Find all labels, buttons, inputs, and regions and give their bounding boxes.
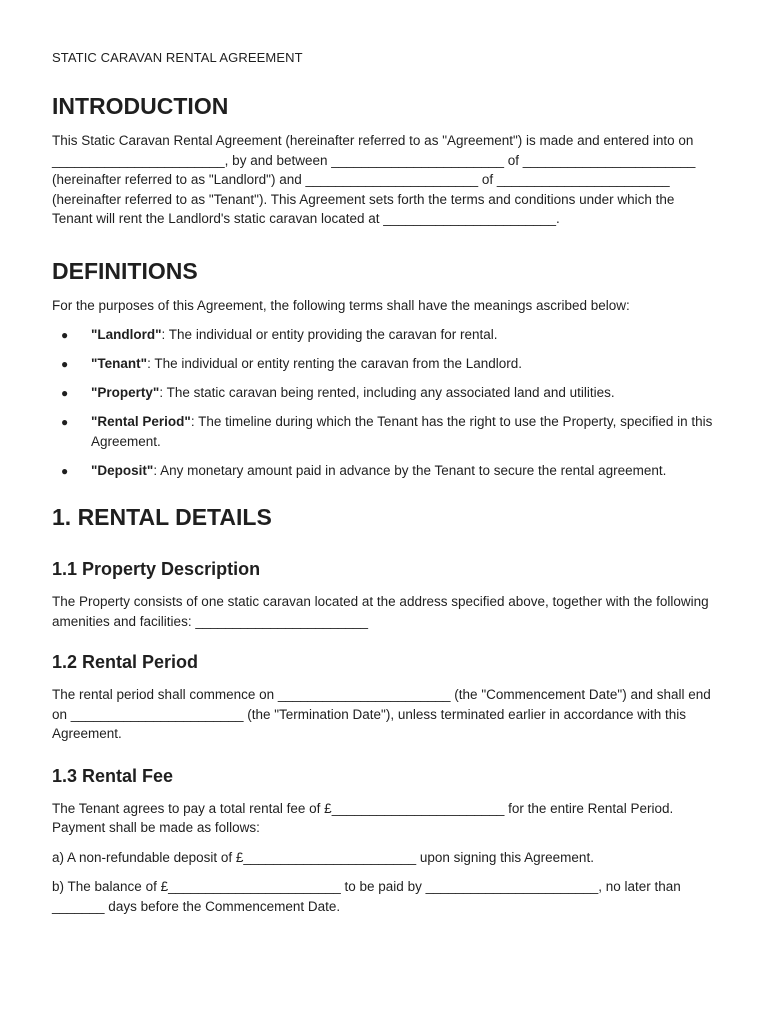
property-description-paragraph: The Property consists of one static caravan located at the address specified above, together with the following amenities and facilities: _______________________ bbox=[52, 594, 709, 629]
bullet-icon: ● bbox=[61, 463, 69, 478]
definition-item-property bbox=[52, 383, 718, 403]
definition-term: "Deposit" bbox=[91, 462, 154, 478]
definition-item-tenant bbox=[52, 354, 718, 374]
rental-period-paragraph: The rental period shall commence on _______________________ (the "Commencement Date") and shall end on _______________________ (the "Termination Date"), unless terminated earlier in accordance with this Agreement. bbox=[52, 687, 711, 741]
bullet-icon: ● bbox=[61, 386, 69, 400]
definition-term: "Property" bbox=[91, 385, 160, 400]
rental-fee-item-a: a) A non-refundable deposit of £_______________________ upon signing this Agreement. bbox=[52, 849, 594, 865]
definition-item-deposit bbox=[52, 461, 718, 481]
definition-text: : Any monetary amount paid in advance by the Tenant to secure the rental agreement. bbox=[153, 462, 667, 478]
introduction-paragraph: This Static Caravan Rental Agreement (hereinafter referred to as "Agreement") is made and entered into on _______________________, by and between _______________________ of _______________________ (hereinafter referred to as "Landlord") and _______________________ of _______________________ (hereinafter referred to as "Tenant"). This Agreement sets forth the terms and conditions under which the Tenant will rent the Landlord's static caravan located at _______________________. bbox=[52, 133, 696, 226]
definition-item-rental-period bbox=[52, 412, 718, 451]
introduction-heading: INTRODUCTION bbox=[52, 93, 229, 119]
rental-fee-item-b: b) The balance of £_______________________ to be paid by _______________________, no later than _______ days before the Commencement Date. bbox=[52, 879, 681, 914]
definitions-intro: For the purposes of this Agreement, the following terms shall have the meanings ascribed below: bbox=[52, 297, 630, 313]
document-title: STATIC CARAVAN RENTAL AGREEMENT bbox=[52, 50, 303, 65]
bullet-icon: ● bbox=[61, 415, 69, 429]
bullet-icon: ● bbox=[61, 328, 69, 342]
definition-text: : The timeline during which the Tenant has the right to use the Property, specified in this Agreement. bbox=[91, 414, 713, 449]
property-description-heading: 1.1 Property Description bbox=[52, 559, 261, 579]
definition-term: "Rental Period" bbox=[91, 414, 191, 429]
definition-text: : The individual or entity providing the caravan for rental. bbox=[161, 327, 498, 342]
definition-term: "Landlord" bbox=[91, 327, 162, 342]
definitions-heading: DEFINITIONS bbox=[52, 257, 198, 284]
definition-text: : The individual or entity renting the caravan from the Landlord. bbox=[147, 356, 523, 371]
definition-text: : The static caravan being rented, including any associated land and utilities. bbox=[159, 385, 615, 400]
definition-term: "Tenant" bbox=[91, 356, 148, 371]
rental-fee-paragraph: The Tenant agrees to pay a total rental fee of £_______________________ for the entire Rental Period. Payment shall be made as follows: bbox=[52, 800, 674, 835]
rental-details-heading: 1. RENTAL DETAILS bbox=[52, 504, 272, 530]
bullet-icon: ● bbox=[61, 357, 69, 371]
definitions-list bbox=[52, 325, 718, 480]
rental-fee-heading: 1.3 Rental Fee bbox=[52, 765, 174, 786]
rental-period-heading: 1.2 Rental Period bbox=[52, 652, 199, 672]
definition-item-landlord bbox=[52, 325, 718, 345]
